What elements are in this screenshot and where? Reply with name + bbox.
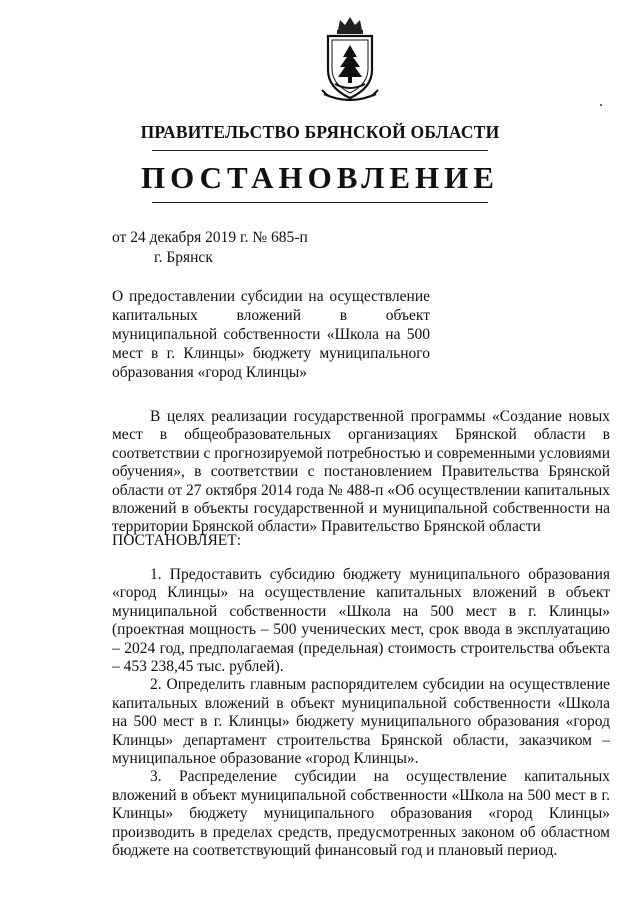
preamble-paragraph: В целях реализации государственной программы «Создание новых мест в общеобразовательных организациях Брянской области в соответствии с прогнозируемой потребностью и современными условиями обучения», в соответствии с постановлением Правительства Брянской области от 27 октября 2014 года № 488-п «Об осуществлении капитальных вложений в объекты государственной и муниципальной собственности на территории Брянской области» Правительство Брянской области [112,408,610,536]
scan-speck [600,104,602,106]
resolution-items [112,566,610,861]
date-and-number: от 24 декабря 2019 г. № 685-п [112,229,308,246]
resolution-item-3: 3. Распределение субсидии на осуществление капитальных вложений в объект муниципальной собственности «Школа на 500 мест в г. Клинцы» бюджету муниципального образования «город Клинцы» производить в пределах средств, предусмотренных законом об областном бюджете на соответствующий финансовый год и плановый период. [112,768,610,860]
title-rule-bottom [152,202,488,203]
document-type-title: ПОСТАНОВЛЕНИЕ [141,160,499,195]
preamble [112,408,610,537]
resolves-heading: ПОСТАНОВЛЯЕТ: [112,532,242,549]
resolution-item-1: 1. Предоставить субсидию бюджету муниципального образования «город Клинцы» на осуществление капитальных вложений в объект муниципальной собственности «Школа на 500 мест в г. Клинцы» (проектная мощность – 500 ученических мест, срок ввода в эксплуатацию – 2024 год, предполагаемая (предельная) стоимость строительства объекта – 453 238,45 тыс. рублей). [112,566,610,676]
title-rule-top [152,150,488,151]
government-title: ПРАВИТЕЛЬСТВО БРЯНСКОЙ ОБЛАСТИ [140,122,500,142]
city: г. Брянск [154,249,213,266]
resolution-item-2: 2. Определить главным распорядителем субсидии на осуществление капитальных вложений в объект муниципальной собственности «Школа на 500 мест в г. Клинцы» бюджету муниципального образования «город Клинцы» департамент строительства Брянской области, заказчиком – муниципальное образование «город Клинцы». [112,676,610,768]
coat-of-arms-icon [318,14,382,106]
document-subject: О предоставлении субсидии на осуществление капитальных вложений в объект муниципальной собственности «Школа на 500 мест в г. Клинцы» бюджету муниципального образования «город Клинцы» [112,288,430,381]
